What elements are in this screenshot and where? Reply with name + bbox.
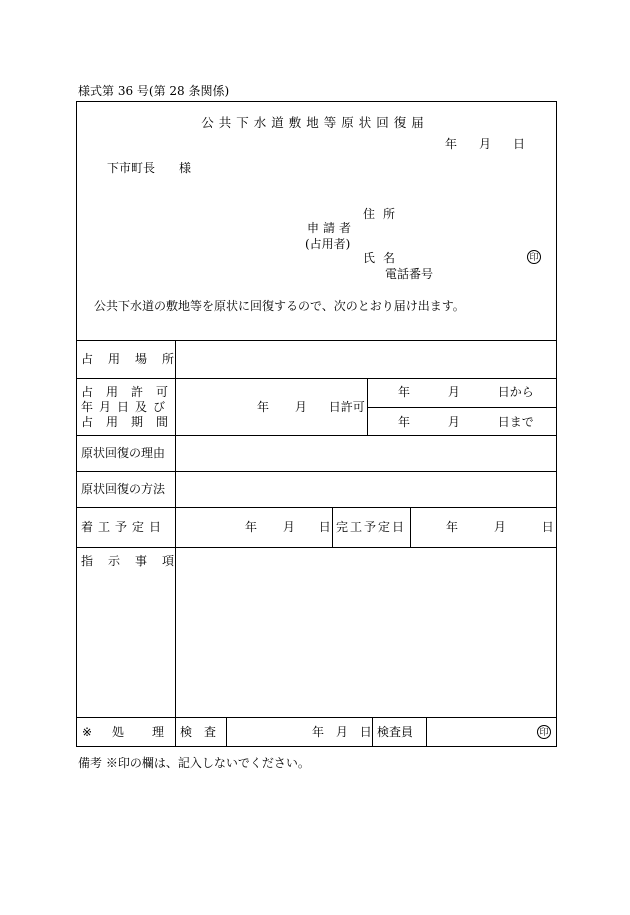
inspection-date [312,726,372,738]
period-to [398,416,534,428]
finish-date-day: 日 [541,520,554,534]
processing-label: 処理 [112,725,193,739]
restore-reason-label: 原状回復の理由 [81,446,166,460]
permit-label-line2: 年月日及び [81,400,172,414]
column-divider [410,507,411,547]
divider [76,717,557,718]
finish-date [446,521,554,533]
start-date-year: 年 [245,520,258,534]
period-from [398,386,534,398]
column-divider [332,507,333,547]
instructions-label: 指示事項 [81,554,190,568]
permit-label-line1: 占用許可 [81,385,182,399]
inspector-seal-icon: 印 [537,725,551,739]
divider [76,378,557,379]
header-date-year: 年 [445,137,458,151]
inspection-label: 検査 [180,725,229,739]
finish-date-year: 年 [446,520,459,534]
divider [76,340,557,341]
notice-text: 公共下水道の敷地等を原状に回復するので、次のとおり届け出ます。 [94,299,465,313]
processing-mark: ※ [82,725,93,739]
header-date [445,138,525,150]
start-date [245,521,331,533]
permit-label-line3: 占用期間 [81,415,182,429]
divider [76,547,557,548]
period-from-day: 日から [497,385,534,399]
addressee [107,162,191,174]
period-to-year: 年 [398,415,411,429]
column-divider [372,717,373,747]
divider [76,471,557,472]
period-from-year: 年 [398,385,411,399]
remark-text: 備考 ※印の欄は、記入しないでください。 [78,756,310,770]
permit-date-year: 年 [257,400,270,414]
header-date-day: 日 [512,137,525,151]
inspection-date-month: 月 [335,725,348,739]
column-divider [175,340,176,747]
inspector-label: 検査員 [377,725,414,739]
permit-date-day: 日許可 [328,400,365,414]
addressee-name: 下市町長 [107,161,156,175]
column-divider [367,378,368,435]
phone-label: 電話番号 [385,267,434,281]
divider [367,407,557,408]
inspection-date-day: 日 [359,725,372,739]
start-date-month: 月 [282,520,295,534]
finish-date-label: 完工予定日 [336,520,407,534]
occupancy-place-label: 占用場所 [81,352,190,366]
restore-method-label: 原状回復の方法 [81,482,166,496]
applicant-seal-icon: 印 [527,250,541,264]
addressee-honorific: 様 [179,161,192,175]
applicant-label: 申請者 [307,221,356,235]
finish-date-month: 月 [493,520,506,534]
name-label: 氏名 [363,251,404,265]
divider [76,435,557,436]
period-to-day: 日まで [497,415,534,429]
applicant-sub-label: (占用者) [305,237,351,251]
start-date-day: 日 [318,520,331,534]
inspection-date-year: 年 [312,725,325,739]
form-id: 様式第 36 号(第 28 条関係) [78,84,230,98]
form-title: 公共下水道敷地等原状回復届 [201,115,429,130]
divider [76,507,557,508]
period-from-month: 月 [447,385,460,399]
address-label: 住所 [363,207,404,221]
column-divider [426,717,427,747]
period-to-month: 月 [447,415,460,429]
permit-date [257,401,365,413]
permit-date-month: 月 [294,400,307,414]
header-date-month: 月 [478,137,491,151]
start-date-label: 着工予定日 [81,520,167,534]
